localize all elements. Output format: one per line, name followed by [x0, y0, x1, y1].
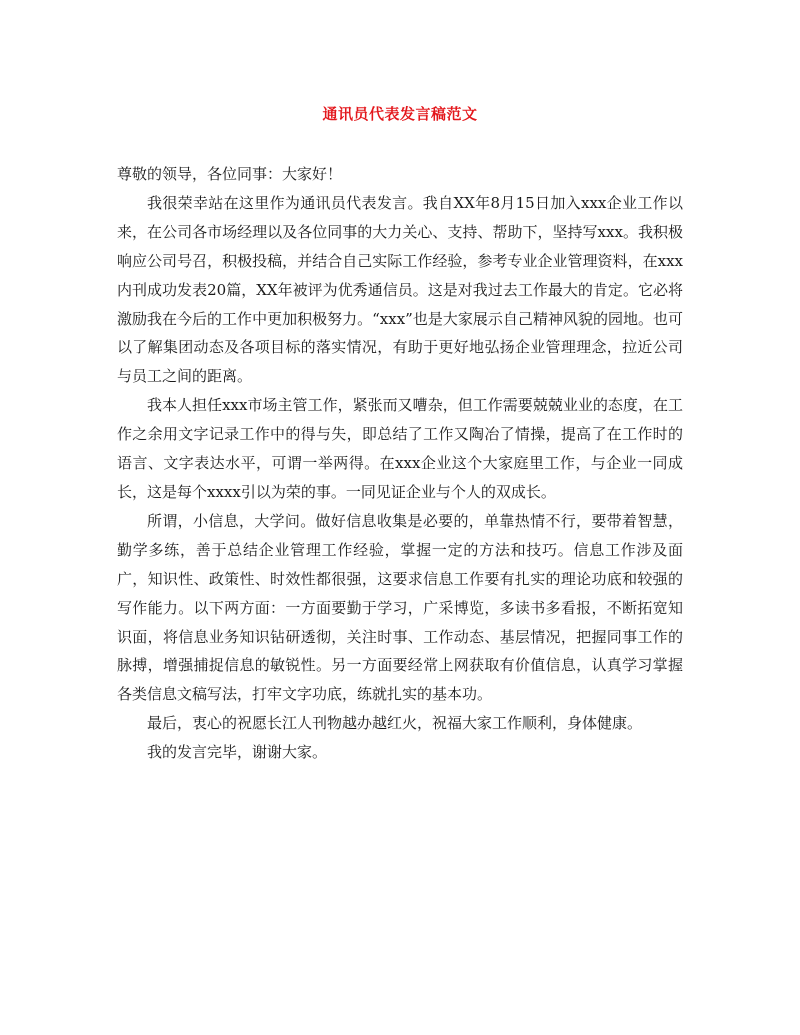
paragraph-4: 最后，衷心的祝愿长江人刊物越办越红火，祝福大家工作顺利，身体健康。: [147, 714, 643, 733]
paragraph-5: 我的发言完毕，谢谢大家。: [147, 743, 328, 762]
paragraph-3: 所谓，小信息，大学问。做好信息收集是必要的，单靠热情不行，要带着智慧，勤学多练，善于总结企业管理工作经验，掌握一定的方法和技巧。信息工作涉及面广，知识性、政策性、时效性都很强，这要求信息工作要有扎实的理论功底和较强的写作能力。以下两方面：一方面要勤于学习，广采博览，多读书多看报，不断拓宽知识面，将信息业务知识钻研透彻，关注时事、工作动态、基层情况，把握同事工作的脉搏，增强捕捉信息的敏锐性。另一方面要经常上网获取有价值信息，认真学习掌握各类信息文稿写法，打牢文字功底，练就扎实的基本功。: [117, 511, 683, 704]
document-body: [117, 160, 683, 767]
document-title: 通讯员代表发言稿范文: [322, 105, 478, 123]
paragraph-1: 我很荣幸站在这里作为通讯员代表发言。我自XX年8月15日加入xxx企业工作以来，在公司各市场经理以及各位同事的大力关心、支持、帮助下，坚持写xxx。我积极响应公司号召，积极投稿，并结合自己实际工作经验，参考专业企业管理资料，在xxx内刊成功发表20篇，XX年被评为优秀通信员。这是对我过去工作最大的肯定。它必将激励我在今后的工作中更加积极努力。“xxx”也是大家展示自己精神风貌的园地。也可以了解集团动态及各项目标的落实情况，有助于更好地弘扬企业管理理念，拉近公司与员工之间的距离。: [117, 193, 683, 386]
paragraph-2: 我本人担任xxx市场主管工作，紧张而又嘈杂，但工作需要兢兢业业的态度，在工作之余用文字记录工作中的得与失，即总结了工作又陶冶了情操，提高了在工作时的语言、文字表达水平，可谓一举两得。在xxx企业这个大家庭里工作，与企业一同成长，这是每个xxxx引以为荣的事。一同见证企业与个人的双成长。: [117, 396, 683, 501]
salutation: 尊敬的领导，各位同事：大家好！: [117, 165, 343, 183]
